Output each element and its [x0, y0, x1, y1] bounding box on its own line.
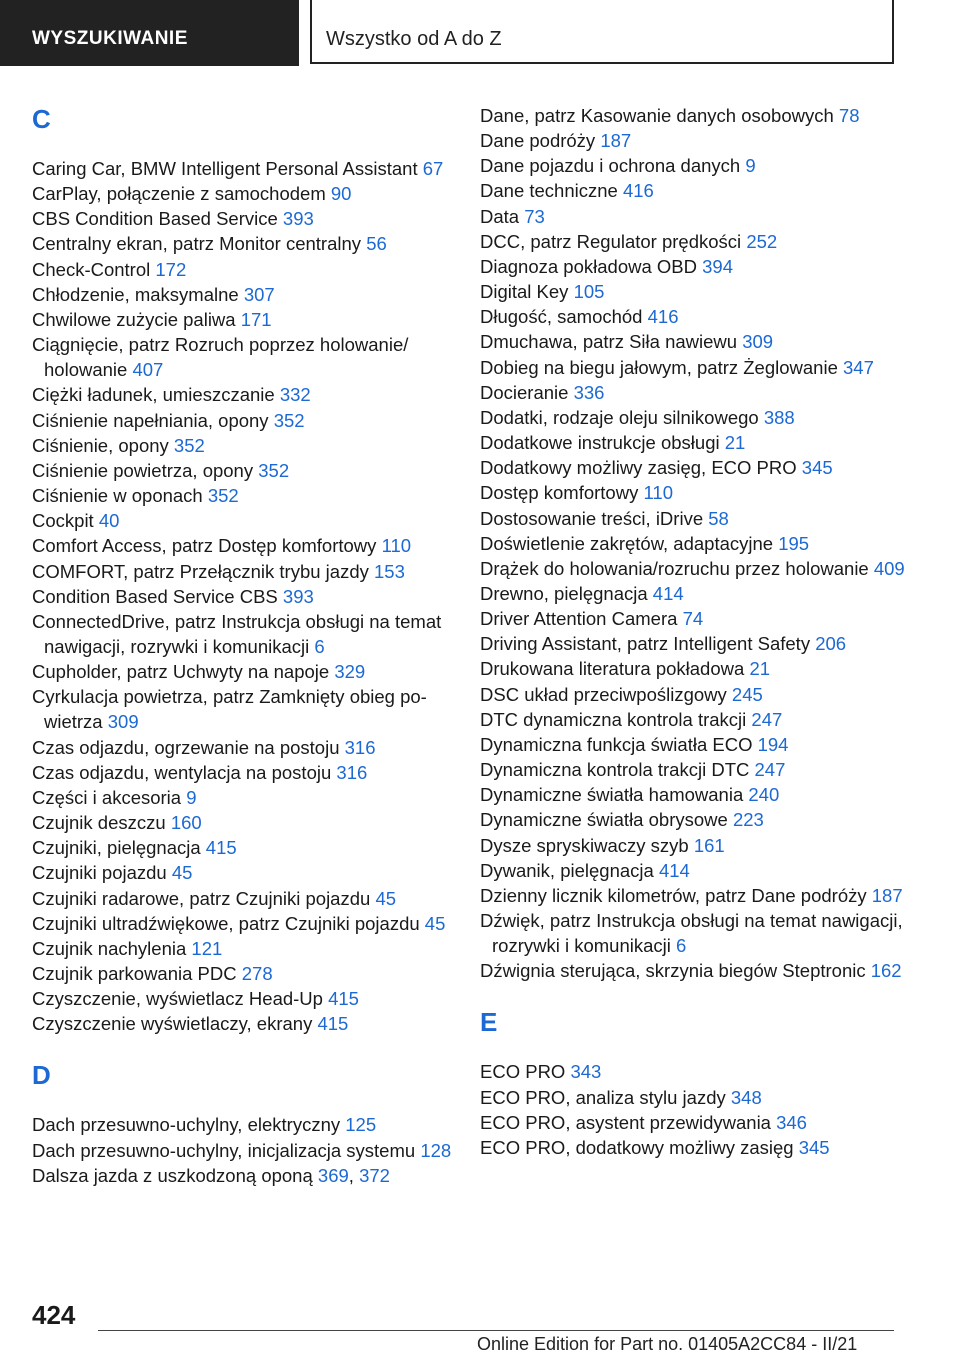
- index-entry: [480, 833, 920, 858]
- page-reference-link[interactable]: 58: [708, 507, 729, 529]
- index-entry: [480, 807, 920, 832]
- page-reference-link[interactable]: 352: [207, 485, 239, 507]
- tab-a-to-z[interactable]: Wszystko od A do Z: [310, 0, 894, 64]
- index-entry-text: CarPlay, połączenie z samochodem: [32, 183, 326, 205]
- index-entry-text: ConnectedDrive, patrz Instrukcja obsługi na temat nawigacji, rozrywki i komunikacji: [32, 610, 442, 657]
- page-reference-link[interactable]: 247: [751, 708, 783, 730]
- index-entry-text: Czas odjazdu, wentylacja na postoju: [32, 761, 332, 783]
- index-entry-text: Dywanik, pielęgnacja: [480, 859, 654, 881]
- page-reference-link[interactable]: 309: [107, 711, 139, 733]
- index-entry: [32, 257, 472, 282]
- index-entry: [32, 684, 472, 734]
- index-entry-text: Drewno, pielęgnacja: [480, 582, 648, 604]
- index-entry-text: Ciśnienie powietrza, opony: [32, 459, 254, 481]
- index-entry: [32, 886, 472, 911]
- index-entry-text: Diagnoza pokładowa OBD: [480, 255, 697, 277]
- footer-divider: [98, 1330, 894, 1331]
- index-entry-text: Dynamiczne światła hamowania: [480, 784, 744, 806]
- page-reference-link[interactable]: 153: [374, 560, 405, 582]
- index-entry: [480, 254, 920, 279]
- page-reference-link[interactable]: 6: [676, 935, 687, 957]
- index-entry-text: Ciśnienie w oponach: [32, 485, 203, 507]
- index-entry-text: DTC dynamiczna kontrola trakcji: [480, 708, 747, 730]
- page-reference-link[interactable]: 416: [647, 306, 679, 328]
- index-entry: [480, 707, 920, 732]
- index-entry-text: Czujniki, pielęgnacja: [32, 837, 201, 859]
- index-entry-text: Ciśnienie, opony: [32, 434, 169, 456]
- index-entry: [480, 757, 920, 782]
- page-reference-link[interactable]: 278: [241, 963, 273, 984]
- index-entry: [32, 785, 472, 810]
- index-entry-text: DCC, patrz Regulator prędkości: [480, 230, 742, 252]
- index-entry: [480, 480, 920, 505]
- page-reference-link[interactable]: 90: [330, 183, 352, 205]
- index-entry-text: Czujniki ultradźwiękowe, patrz Czujniki pojazdu: [32, 912, 420, 934]
- index-entry-text: Dane techniczne: [480, 180, 618, 202]
- index-entry-text: Check-Control: [32, 258, 151, 280]
- index-entry: [480, 329, 920, 354]
- index-entry-text: Dane pojazdu i ochrona danych: [480, 155, 741, 177]
- page-reference-link[interactable]: 78: [838, 105, 860, 126]
- index-entry-text: Comfort Access, patrz Dostęp komfortowy: [32, 535, 377, 557]
- index-entry-text: Dynamiczna kontrola trakcji DTC: [480, 759, 750, 781]
- index-entry-text: Dźwięk, patrz Instrukcja obsługi na temat nawigacji, rozrywki i komunikacji: [480, 910, 903, 957]
- page-reference-link[interactable]: 45: [424, 912, 446, 934]
- page-reference-link[interactable]: 346: [776, 1111, 807, 1133]
- index-entry: [32, 508, 472, 533]
- page-reference-link[interactable]: 372: [359, 1164, 390, 1186]
- page-reference-link[interactable]: 245: [731, 683, 763, 705]
- index-entry-text: Caring Car, BMW Intelligent Personal Assistant: [32, 158, 418, 179]
- index-entry-text: Chłodzenie, maksymalne: [32, 283, 239, 305]
- index-entry: [32, 533, 472, 558]
- index-entry-text: Dobieg na biegu jałowym, patrz Żeglowanie: [480, 356, 838, 378]
- index-entry: [32, 911, 472, 936]
- index-entry-text: Drążek do holowania/rozruchu przez holowanie: [480, 557, 869, 579]
- index-entry: [32, 408, 472, 433]
- index-entry: [480, 958, 920, 983]
- page-reference-link[interactable]: 6: [314, 635, 325, 657]
- index-entry-text: Czyszczenie wyświetlaczy, ekrany: [32, 1013, 313, 1035]
- page-reference-link[interactable]: 172: [155, 258, 187, 280]
- index-entry: [32, 835, 472, 860]
- page-reference-link[interactable]: 45: [171, 862, 193, 884]
- index-entry: [32, 206, 472, 231]
- index-entry-text: Dysze spryskiwaczy szyb: [480, 834, 689, 856]
- index-entry: [32, 282, 472, 307]
- index-entry: [32, 810, 472, 835]
- page-reference-link[interactable]: 415: [205, 837, 237, 859]
- page-reference-link[interactable]: 187: [600, 130, 632, 152]
- index-entry: [32, 1138, 472, 1163]
- index-entry-text: Dzienny licznik kilometrów, patrz Dane podróży: [480, 884, 867, 906]
- index-entry: [480, 656, 920, 681]
- page-reference-link[interactable]: 206: [815, 633, 847, 655]
- index-entry-text: Doświetlenie zakrętów, adaptacyjne: [480, 532, 774, 554]
- index-entry-text: Dane, patrz Kasowanie danych osobowych: [480, 105, 834, 126]
- page-reference-link[interactable]: 171: [240, 308, 272, 330]
- index-entry-text: Czas odjazdu, ogrzewanie na postoju: [32, 736, 340, 758]
- page-reference-link[interactable]: 240: [748, 784, 780, 806]
- page-reference-link[interactable]: 345: [798, 1136, 830, 1158]
- index-entry: [32, 231, 472, 256]
- index-entry-text: Data: [480, 205, 520, 227]
- index-entry-text: Dźwignia sterująca, skrzynia biegów Steptronic: [480, 960, 866, 982]
- index-entry-text: Cyrkulacja powietrza, patrz Zamknięty obieg powietrza: [32, 686, 427, 733]
- index-entry-text: Czyszczenie, wyświetlacz Head-Up: [32, 988, 323, 1010]
- index-entry-text: Cupholder, patrz Uchwyty na napoje: [32, 661, 330, 683]
- index-entry: [480, 103, 920, 128]
- index-entry: [32, 659, 472, 684]
- tab-search[interactable]: WYSZUKIWANIE: [0, 0, 299, 66]
- index-entry: [480, 405, 920, 430]
- page-reference-link[interactable]: 21: [749, 658, 771, 680]
- index-entry-text: ECO PRO, asystent przewidywania: [480, 1111, 771, 1133]
- index-entry: [32, 156, 472, 181]
- page-reference-link[interactable]: 415: [328, 988, 359, 1010]
- page-reference-link[interactable]: 409: [873, 557, 905, 579]
- index-entry: [480, 531, 920, 556]
- page-reference-link[interactable]: 414: [658, 859, 690, 881]
- index-entry-text: Ciśnienie napełniania, opony: [32, 409, 269, 431]
- index-entry-text: ECO PRO: [480, 1061, 566, 1083]
- page-reference-link[interactable]: 45: [375, 887, 397, 909]
- index-entry: [480, 556, 920, 581]
- index-entry: [480, 682, 920, 707]
- index-entry: [32, 760, 472, 785]
- index-entry-text: Dodatkowy możliwy zasięg, ECO PRO: [480, 457, 797, 479]
- index-entry: [480, 1135, 920, 1160]
- page-reference-link[interactable]: 223: [732, 809, 764, 831]
- page-reference-link[interactable]: 394: [702, 255, 734, 277]
- index-entry: [480, 1110, 920, 1135]
- index-entry: [480, 355, 920, 380]
- index-entry-text: Dynamiczne światła obrysowe: [480, 809, 728, 831]
- index-entry-text: Dynamiczna funkcja światła ECO: [480, 733, 753, 755]
- page-reference-link[interactable]: 407: [132, 359, 164, 381]
- index-entry-text: Dodatkowe instrukcje obsługi: [480, 432, 720, 454]
- page-reference-link[interactable]: 121: [191, 937, 223, 959]
- page-reference-link[interactable]: 388: [763, 406, 795, 428]
- page-reference-link[interactable]: 347: [843, 356, 874, 378]
- index-entry-text: Dodatki, rodzaje oleju silnikowego: [480, 406, 759, 428]
- page-reference-link[interactable]: 393: [282, 585, 314, 607]
- index-entry: [480, 380, 920, 405]
- page-reference-link[interactable]: 161: [693, 834, 725, 856]
- index-entry: [32, 332, 472, 382]
- index-entry-text: Chwilowe zużycie paliwa: [32, 308, 236, 330]
- index-entry-text: Docieranie: [480, 381, 569, 403]
- index-entry: [32, 181, 472, 206]
- page-reference-link[interactable]: 329: [334, 661, 366, 683]
- page-reference-link[interactable]: 309: [742, 331, 774, 353]
- page-reference-link[interactable]: 56: [366, 233, 387, 255]
- page-reference-link[interactable]: 128: [420, 1139, 452, 1161]
- index-section-letter: E: [480, 1007, 498, 1038]
- index-entry: [480, 1085, 920, 1110]
- index-entry: [32, 986, 472, 1011]
- index-entry-text: Dostęp komfortowy: [480, 482, 639, 504]
- index-entry: [480, 631, 920, 656]
- page-reference-link[interactable]: 21: [724, 432, 746, 454]
- index-entry-text: Dmuchawa, patrz Siła nawiewu: [480, 331, 738, 353]
- page-reference-link[interactable]: 194: [757, 733, 789, 755]
- index-entry: [480, 304, 920, 329]
- index-entry-text: Długość, samochód: [480, 306, 643, 328]
- index-entry: [32, 860, 472, 885]
- page-reference-link[interactable]: 393: [282, 208, 314, 230]
- index-entry: [480, 732, 920, 757]
- index-entry: [32, 1112, 472, 1137]
- index-entry: [480, 858, 920, 883]
- index-section-letter: D: [32, 1060, 51, 1091]
- index-entry: [480, 153, 920, 178]
- index-entry: [32, 961, 472, 986]
- page-reference-link[interactable]: 160: [170, 812, 202, 834]
- page-reference-link[interactable]: 316: [336, 761, 368, 783]
- index-entry-text: Czujniki radarowe, patrz Czujniki pojazdu: [32, 887, 371, 909]
- index-entry-text: Drukowana literatura pokładowa: [480, 658, 745, 680]
- page-reference-link[interactable]: 252: [746, 230, 778, 252]
- index-entry: [480, 581, 920, 606]
- page-reference-link[interactable]: 352: [258, 459, 290, 481]
- page-reference-link[interactable]: 316: [344, 736, 376, 758]
- index-section-letter: C: [32, 104, 51, 134]
- index-entry-text: Cockpit: [32, 510, 94, 532]
- page-reference-link[interactable]: 332: [279, 384, 311, 406]
- index-entry: [480, 178, 920, 203]
- page-reference-link[interactable]: 416: [622, 180, 654, 202]
- page-reference-link[interactable]: 110: [381, 535, 412, 557]
- page-reference-link[interactable]: 9: [745, 155, 756, 177]
- page-reference-link[interactable]: 9: [186, 786, 197, 808]
- index-entry-text: ECO PRO, dodatkowy możliwy zasięg: [480, 1136, 794, 1158]
- index-entry: [480, 908, 920, 958]
- page-reference-link[interactable]: 352: [173, 434, 205, 456]
- page-reference-link[interactable]: 67: [422, 158, 444, 179]
- index-entry: Dalsza jazda z uszkodzoną oponą 369, 372: [32, 1164, 390, 1186]
- index-entry-text: Czujnik deszczu: [32, 812, 166, 834]
- index-entry-text: Ciągnięcie, patrz Rozruch poprzez holowanie/ holowanie: [32, 334, 409, 381]
- page-reference-link[interactable]: 343: [570, 1061, 602, 1083]
- footer-edition-text: Online Edition for Part no. 01405A2CC84 - II/21: [477, 1334, 858, 1354]
- index-entry-text: Driving Assistant, patrz Intelligent Safety: [480, 633, 811, 655]
- page-header: [0, 0, 960, 66]
- index-entry-text: Ciężki ładunek, umieszczanie: [32, 384, 275, 406]
- index-entry-text: Driver Attention Camera: [480, 608, 678, 630]
- index-entry: [480, 1059, 920, 1084]
- index-entry-text: Dalsza jazda z uszkodzoną oponą: [32, 1164, 313, 1186]
- index-entry: [480, 204, 920, 229]
- index-entry-text: Części i akcesoria: [32, 786, 182, 808]
- index-entry: [480, 883, 920, 908]
- index-entry-text: Dach przesuwno-uchylny, inicjalizacja systemu: [32, 1139, 416, 1161]
- index-entry: [32, 1011, 472, 1036]
- index-entry-text: COMFORT, patrz Przełącznik trybu jazdy: [32, 560, 369, 582]
- page-reference-link[interactable]: 162: [870, 960, 902, 982]
- index-entry: [32, 307, 472, 332]
- page-reference-link[interactable]: 247: [754, 759, 786, 781]
- index-entry-text: Czujniki pojazdu: [32, 862, 167, 884]
- page-reference-link[interactable]: 345: [801, 457, 833, 479]
- index-entry-text: Condition Based Service CBS: [32, 585, 278, 607]
- page-number: 424: [32, 1300, 76, 1330]
- page-reference-link[interactable]: 369: [317, 1164, 349, 1186]
- index-entry-text: Czujnik nachylenia: [32, 937, 187, 959]
- index-entry: [32, 458, 472, 483]
- index-entry-text: Dane podróży: [480, 130, 596, 152]
- index-entry: [32, 936, 472, 961]
- page-reference-link[interactable]: 352: [273, 409, 305, 431]
- index-entry: [480, 455, 920, 480]
- index-entry: [480, 279, 920, 304]
- index-entry-text: Dach przesuwno-uchylny, elektryczny: [32, 1114, 341, 1136]
- index-entry: [480, 229, 920, 254]
- index-entry: [32, 433, 472, 458]
- page-reference-link[interactable]: 307: [243, 283, 275, 305]
- index-entry: [32, 382, 472, 407]
- index-entry: [480, 606, 920, 631]
- index-entry: [480, 128, 920, 153]
- index-entry: [480, 430, 920, 455]
- index-entry-text: Centralny ekran, patrz Monitor centralny: [32, 233, 362, 255]
- page-reference-link[interactable]: 336: [573, 381, 605, 403]
- index-entry: [480, 782, 920, 807]
- index-entry-text: DSC układ przeciwpoślizgowy: [480, 683, 727, 705]
- index-entry: [32, 609, 472, 659]
- index-entry: [480, 506, 920, 531]
- page-reference-link[interactable]: 74: [682, 608, 704, 630]
- index-column-left: [32, 100, 472, 1188]
- index-entry-text: Dostosowanie treści, iDrive: [480, 507, 704, 529]
- index-entry-text: Czujnik parkowania PDC: [32, 963, 237, 984]
- page-reference-link[interactable]: 105: [573, 281, 605, 303]
- index-entry: [32, 584, 472, 609]
- page-reference-link[interactable]: 125: [345, 1114, 377, 1136]
- index-entry-text: Digital Key: [480, 281, 569, 303]
- index-entry-text: CBS Condition Based Service: [32, 208, 278, 230]
- page-reference-link[interactable]: 187: [871, 884, 903, 906]
- page-reference-link[interactable]: 414: [652, 582, 684, 604]
- page-reference-link[interactable]: 73: [524, 205, 545, 227]
- page-reference-link[interactable]: 110: [643, 482, 673, 504]
- index-entry-text: ECO PRO, analiza stylu jazdy: [480, 1086, 726, 1108]
- page-reference-link[interactable]: 40: [98, 510, 120, 532]
- index-entry: [32, 483, 472, 508]
- page-reference-link[interactable]: 195: [778, 532, 810, 554]
- index-entry: [32, 559, 472, 584]
- page-reference-link[interactable]: 348: [730, 1086, 762, 1108]
- index-column-right: [480, 103, 920, 1160]
- index-entry: [32, 735, 472, 760]
- page-reference-link[interactable]: 415: [317, 1013, 349, 1035]
